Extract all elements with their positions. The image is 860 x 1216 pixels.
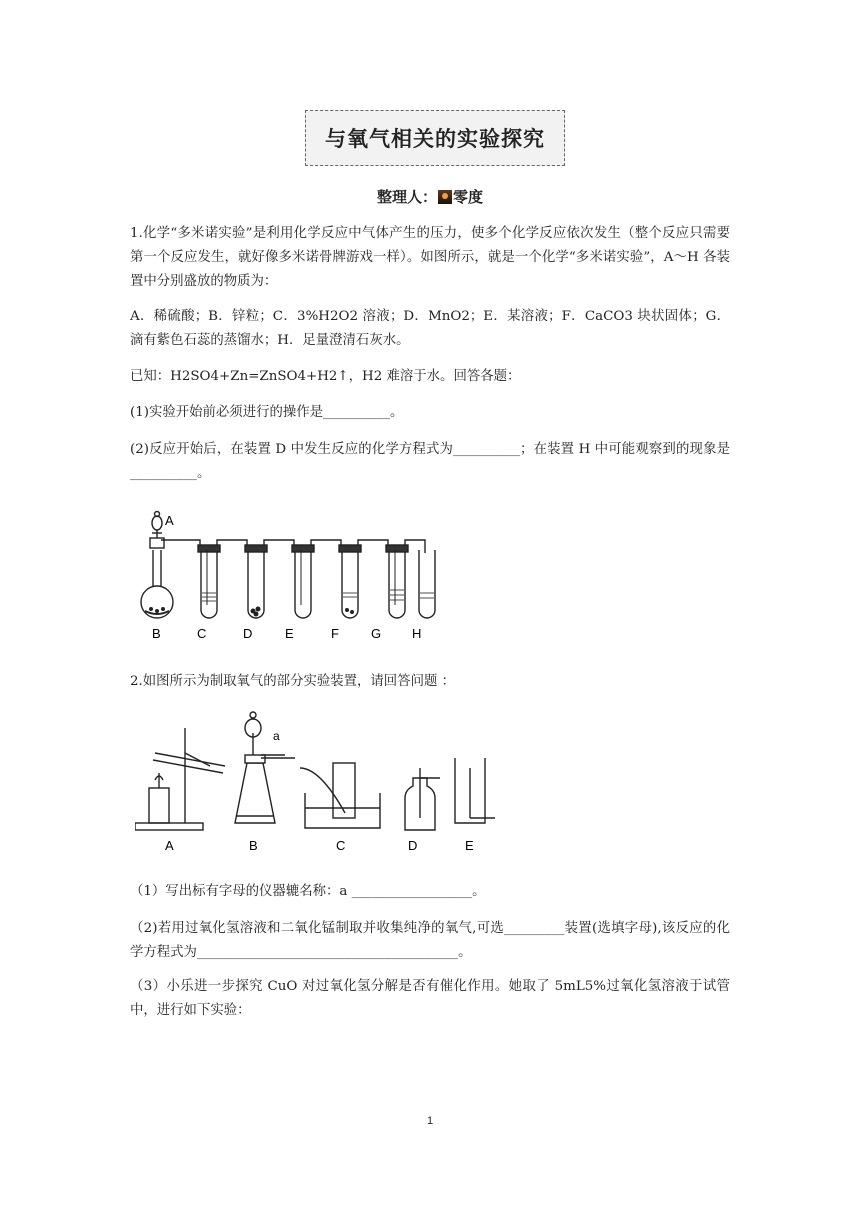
page-number: 1 xyxy=(426,1115,434,1127)
q1-sub2: (2)反应开始后，在装置 D 中发生反应的化学方程式为__________；在装置 H 中可能观察到的现象是__________。 xyxy=(130,442,730,481)
author-logo-icon xyxy=(438,190,452,204)
q1-sub1: (1)实验开始前必须进行的操作是__________。 xyxy=(130,405,404,420)
label-G: G xyxy=(371,626,382,641)
label-B: B xyxy=(249,838,258,853)
author-prefix: 整理人： xyxy=(376,188,437,206)
label-C: C xyxy=(197,626,207,641)
q2-sub1: （1）写出标有字母的仪器辘名称：a __________________。 xyxy=(130,884,486,899)
q1-intro: 1.化学“多米诺实验”是利用化学反应中气体产生的压力，使多个化学反应依次发生（整个反应只需要第一个反应发生，就好像多米诺骨牌游戏一样）。如图所示，就是一个化学“多米诺实验”，A～H 各装置中分别盛放的物质为： xyxy=(130,226,730,289)
label-a: a xyxy=(273,729,280,743)
label-H: H xyxy=(412,626,422,641)
q1-substances: A．稀硫酸；B．锌粒；C．3%H2O2 溶液；D．MnO2；E．某溶液；F．CaCO3 块状固体；G．滴有紫色石蕊的蒸馏水；H．足量澄清石灰水。 xyxy=(130,309,730,348)
domino-apparatus-figure xyxy=(135,505,445,645)
q2-sub3: （3）小乐进一步探究 CuO 对过氧化氢分解是否有催化作用。她取了 5mL5%过氧化氢溶液于试管中，进行如下实验： xyxy=(130,979,730,1018)
label-D: D xyxy=(408,838,418,853)
label-A: A xyxy=(165,838,174,853)
label-E: E xyxy=(465,838,474,853)
label-D: D xyxy=(243,626,253,641)
oxygen-apparatus-figure xyxy=(135,708,505,858)
author-line xyxy=(0,186,860,207)
label-B: B xyxy=(152,626,161,641)
title-box xyxy=(305,110,565,166)
author-name: 零度 xyxy=(453,188,484,206)
label-C: C xyxy=(336,838,346,853)
label-E: E xyxy=(285,626,294,641)
label-A: A xyxy=(165,513,174,528)
q2-intro: 2.如图所示为制取氧气的部分实验装置，请回答问题 ： xyxy=(130,674,456,689)
page-title: 与氧气相关的实验探究 xyxy=(325,126,545,151)
q2-sub2: （2)若用过氧化氢溶液和二氧化锰制取并收集纯净的氧气,可选_________装置(选填字母),该反应的化学方程式为_______________________________________。 xyxy=(130,921,730,960)
q1-known: 已知：H2SO4+Zn=ZnSO4+H2↑，H2 难溶于水。回答各题： xyxy=(130,369,521,384)
label-F: F xyxy=(331,626,339,641)
